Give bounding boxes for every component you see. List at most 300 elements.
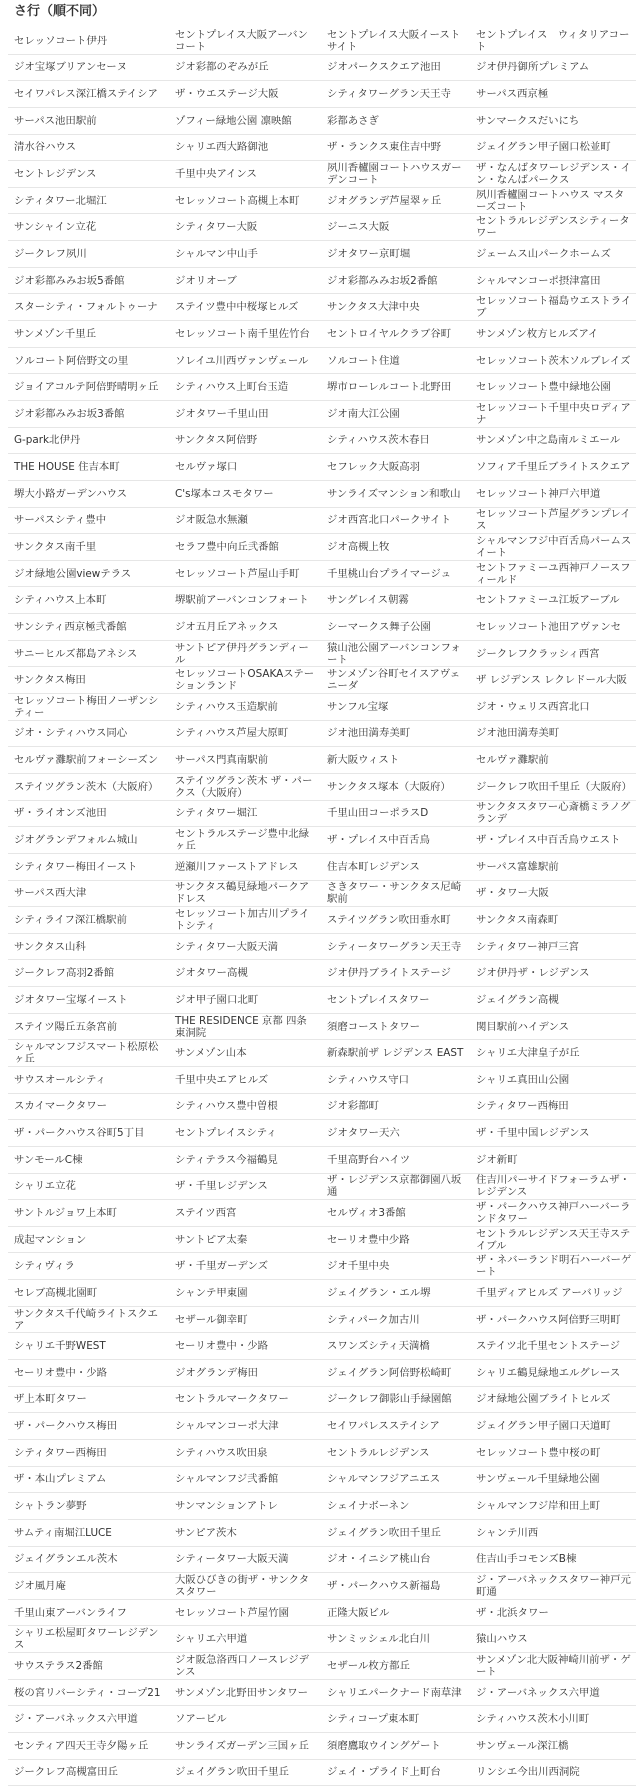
property-name-cell: セイワパレス深江橋ステイシア bbox=[14, 88, 158, 101]
table-row bbox=[8, 987, 636, 1014]
property-name-cell: 千里山田コーポラスD bbox=[327, 807, 429, 820]
property-name-cell: シティパーク加古川 bbox=[327, 1313, 420, 1326]
property-name-cell: 千里高野台ハイツ bbox=[327, 1153, 411, 1166]
property-name-cell: シティハウス守口 bbox=[327, 1073, 409, 1086]
table-row bbox=[8, 1227, 636, 1254]
table-row bbox=[8, 1253, 636, 1280]
table-row bbox=[8, 721, 636, 748]
property-name-cell: ジオ・シティハウス同心 bbox=[14, 727, 128, 740]
property-name-cell: ジオタワー千里山田 bbox=[175, 407, 269, 420]
property-name-cell: ジオグランデフォルム城山 bbox=[14, 834, 138, 847]
property-name-cell: サーパスシティ豊中 bbox=[14, 514, 107, 527]
property-name-cell: ジーニス大阪 bbox=[327, 221, 390, 234]
property-name-cell: 堺市ローレルコート北野田 bbox=[327, 381, 452, 394]
table-row bbox=[8, 1520, 636, 1547]
property-name-cell: ジオ池田満寿美町 bbox=[327, 727, 411, 740]
property-name-cell: サンクタス鶴見緑地パークアドレス bbox=[175, 881, 310, 906]
property-name-cell: サンライズマンション和歌山 bbox=[327, 487, 461, 500]
property-name-cell: ジェイグラン・エル堺 bbox=[327, 1286, 431, 1299]
property-name-cell: サンクタス南千里 bbox=[14, 540, 97, 553]
property-name-cell: セルヴィオ3番館 bbox=[327, 1207, 406, 1219]
property-name-cell: ジオ・ウェリス西宮北口 bbox=[476, 700, 590, 713]
property-name-cell: シティハウス芦屋大原町 bbox=[175, 727, 289, 740]
property-name-cell: サンメゾン枚方ヒルズアイ bbox=[476, 327, 599, 340]
table-row bbox=[8, 214, 636, 241]
property-name-cell: サントルジョワ上本町 bbox=[14, 1207, 117, 1219]
table-row bbox=[8, 294, 636, 321]
property-name-cell: 千里桃山台プライマージュ bbox=[327, 567, 451, 580]
property-name-cell: ジオ彩都みみお坂5番館 bbox=[14, 274, 125, 287]
property-name-cell: ザ・ネバーランド明石ハーバーゲート bbox=[476, 1254, 632, 1279]
table-row bbox=[8, 1280, 636, 1307]
property-name-cell: セントプレイス大阪イーストサイト bbox=[327, 28, 461, 53]
property-name-cell: ジークレフ吹田千里丘（大阪府） bbox=[476, 780, 632, 793]
property-name-cell: サンマークスだいにち bbox=[476, 114, 580, 127]
property-name-cell: ジオグランデ芦屋翠ヶ丘 bbox=[327, 194, 442, 207]
property-name-cell: ジ・アーバネックスタワー神戸元町通 bbox=[476, 1573, 631, 1598]
property-name-cell: シティータワーグラン天王寺 bbox=[327, 940, 462, 953]
property-name-cell: ジオ甲子園口北町 bbox=[175, 993, 259, 1006]
property-name-cell: 住吉山手コモンズB棟 bbox=[476, 1553, 577, 1566]
table-row bbox=[8, 694, 636, 721]
property-name-cell: ザ・プレイス中百舌鳥 bbox=[327, 834, 430, 847]
table-row bbox=[8, 55, 636, 82]
property-name-cell: セレッソコート高槻上本町 bbox=[175, 194, 300, 207]
section-heading: さ行（順不同） bbox=[14, 4, 106, 19]
property-name-cell: セレッソコート茨木ソルブレイズ bbox=[476, 354, 631, 367]
property-name-cell: セントラルレジデンス天王寺ステイブル bbox=[476, 1227, 631, 1252]
property-name-cell: セーリオ豊中・少路 bbox=[175, 1340, 268, 1353]
property-name-cell: サーパス西大津 bbox=[14, 887, 87, 900]
property-name-cell: セレッソコート梅田ノーザンシティー bbox=[14, 694, 159, 719]
property-name-cell: 堺大小路ガーデンハウス bbox=[14, 487, 128, 500]
property-name-cell: サンヴェール千里緑地公園 bbox=[476, 1473, 600, 1486]
property-name-cell: サーパス池田駅前 bbox=[14, 114, 97, 127]
property-name-cell: セントプレイス ウィタリアコート bbox=[476, 28, 630, 53]
property-name-cell: シャルマンフジスマート松原松ヶ丘 bbox=[14, 1041, 159, 1066]
property-name-cell: ジオ千里中央 bbox=[327, 1260, 390, 1273]
table-row bbox=[8, 1413, 636, 1440]
property-name-cell: セルヴァ灘駅前 bbox=[476, 754, 549, 767]
property-name-cell: サンクタスタワー心斎橋ミラノグランデ bbox=[476, 801, 631, 826]
property-name-cell: ジェイグランエル茨木 bbox=[14, 1553, 118, 1566]
table-row bbox=[8, 81, 636, 108]
property-name-cell: セレッソコート豊中桜の町 bbox=[476, 1446, 601, 1459]
property-name-cell: サーパス富雄駅前 bbox=[476, 860, 559, 873]
property-name-cell: 千里山東アーバンライフ bbox=[14, 1606, 127, 1619]
property-name-cell: ジオリオーブ bbox=[175, 274, 237, 287]
property-name-cell: サーパス門真南駅前 bbox=[175, 754, 268, 767]
property-name-cell: シャリエ真田山公園 bbox=[476, 1073, 570, 1086]
property-name-cell: セントプレイスシティ bbox=[175, 1127, 277, 1140]
property-name-cell: ザ・レジデンス京都御園八坂通 bbox=[327, 1174, 462, 1199]
property-name-cell: ジークレフクラッシィ西宮 bbox=[476, 647, 600, 660]
property-name-cell: セーリオ豊中・少路 bbox=[14, 1366, 107, 1379]
property-name-cell: シーマークス舞子公園 bbox=[327, 620, 431, 633]
property-name-cell: ザ・千里レジデンス bbox=[175, 1180, 268, 1193]
property-name-cell: サンクタス千代崎ライトスクエア bbox=[14, 1307, 158, 1332]
property-name-cell: スターシティ・フォルトゥーナ bbox=[14, 301, 158, 314]
property-name-cell: セントラルマークタワー bbox=[175, 1393, 289, 1406]
property-name-cell: シャリエ松屋町タワーレジデンス bbox=[14, 1627, 159, 1652]
property-name-cell: ジオ・イニシア桃山台 bbox=[327, 1553, 431, 1566]
property-name-cell: シャルマン中山手 bbox=[175, 247, 258, 260]
property-name-cell: シャリエ鶴見緑地エルグレース bbox=[476, 1366, 621, 1379]
property-name-cell: 大阪ひびきの街ザ・サンクタスタワー bbox=[175, 1573, 310, 1598]
property-name-cell: ジ・アーバネックス六甲道 bbox=[476, 1686, 600, 1699]
table-row bbox=[8, 28, 636, 55]
property-name-cell: ゾフィー緑地公園 凛映館 bbox=[175, 114, 292, 127]
property-name-cell: セントプレイスタワー bbox=[327, 993, 430, 1006]
property-name-cell: シティタワー北堀江 bbox=[14, 194, 107, 207]
property-name-cell: サンライズガーデン三国ヶ丘 bbox=[175, 1739, 309, 1752]
property-name-cell: ザ・パークハウス梅田 bbox=[14, 1420, 117, 1433]
property-name-cell: 逆瀬川ファーストアドレス bbox=[175, 860, 299, 873]
table-row bbox=[8, 1333, 636, 1360]
property-name-cell: ジオ彩都のぞみが丘 bbox=[175, 61, 269, 74]
property-name-cell: サンヴェール深江橋 bbox=[476, 1739, 569, 1752]
property-name-cell: ジェイグラン高槻 bbox=[476, 993, 559, 1006]
property-name-cell: ソアービル bbox=[175, 1713, 227, 1726]
property-name-cell: ザ・パークハウス神戸ハーバーランドタワー bbox=[476, 1201, 631, 1225]
property-name-cell: サンメゾン北野田サンタワー bbox=[175, 1686, 308, 1699]
property-name-cell: ザ・北浜タワー bbox=[476, 1606, 549, 1619]
property-name-cell: サンメゾン千里丘 bbox=[14, 327, 96, 340]
table-row bbox=[8, 1440, 636, 1467]
table-row bbox=[8, 1174, 636, 1201]
property-name-cell: セーリオ豊中少路 bbox=[327, 1233, 410, 1246]
property-name-cell: ソフィア千里丘ブライトスクエア bbox=[476, 461, 631, 474]
property-name-cell: セラフ豊中向丘弐番館 bbox=[175, 540, 279, 553]
property-name-cell: ジークレフ高羽2番館 bbox=[14, 967, 115, 980]
property-name-cell: セントファミーユ江坂アーブル bbox=[476, 594, 620, 607]
property-name-cell: シャンテ甲東園 bbox=[175, 1286, 248, 1299]
property-name-cell: ザ・千里ガーデンズ bbox=[175, 1260, 268, 1273]
table-row bbox=[8, 934, 636, 961]
property-name-cell: ジオ彩都みみお坂2番館 bbox=[327, 274, 438, 287]
table-row bbox=[8, 188, 636, 215]
property-name-cell: シティライフ深江橋駅前 bbox=[14, 913, 127, 926]
table-row bbox=[8, 348, 636, 375]
property-name-cell: 須磨鷹取ウイングゲート bbox=[327, 1739, 441, 1752]
property-name-cell: セレッソコート伊丹 bbox=[14, 34, 108, 47]
table-row bbox=[8, 1600, 636, 1627]
table-row bbox=[8, 1200, 636, 1227]
property-name-cell: セレッソコート芦屋山手町 bbox=[175, 567, 300, 580]
property-name-cell: ジオグランデ梅田 bbox=[175, 1366, 258, 1379]
property-name-cell: シャリエパークナード南草津 bbox=[327, 1686, 462, 1699]
property-name-cell: ジオ南大江公園 bbox=[327, 407, 400, 420]
property-name-cell: ジェイ・プライド上町台 bbox=[327, 1766, 441, 1779]
property-name-cell: セレッソコート神戸六甲道 bbox=[476, 487, 601, 500]
property-name-cell: シャリエ立花 bbox=[14, 1180, 76, 1193]
property-name-cell: シャリエ大津皇子が丘 bbox=[476, 1047, 580, 1060]
property-name-cell: ソルコート住道 bbox=[327, 354, 400, 367]
property-name-cell: シェイナボーネン bbox=[327, 1500, 410, 1513]
property-name-cell: ステイツグラン茨木 ザ・パークス（大阪府） bbox=[175, 774, 313, 799]
property-name-cell: ジオ五月丘アネックス bbox=[175, 620, 279, 633]
table-row bbox=[8, 1547, 636, 1574]
table-row bbox=[8, 1360, 636, 1387]
property-name-cell: スワンズシティ天満橋 bbox=[327, 1340, 430, 1353]
property-name-cell: シティヴィラ bbox=[14, 1260, 75, 1273]
property-name-cell: セントラルレジデンスシティータワー bbox=[476, 215, 630, 240]
table-row bbox=[8, 801, 636, 828]
property-name-cell: サンクタス山科 bbox=[14, 940, 86, 953]
property-name-cell: ザ・千里中国レジデンス bbox=[476, 1127, 590, 1140]
table-row bbox=[8, 135, 636, 162]
property-name-cell: 住吉本町レジデンス bbox=[327, 860, 420, 873]
property-name-cell: セレッソコート池田アヴァンセ bbox=[476, 620, 622, 633]
property-name-cell: ジークレフ夙川 bbox=[14, 247, 87, 260]
property-name-cell: ジークレフ御影山手緑園館 bbox=[327, 1393, 452, 1406]
property-name-cell: シャリエ西大路御池 bbox=[175, 141, 269, 154]
table-row bbox=[8, 401, 636, 428]
table-row bbox=[8, 641, 636, 668]
property-name-cell: セルヴァ塚口 bbox=[175, 461, 238, 474]
property-name-cell: シティタワー堀江 bbox=[175, 807, 258, 820]
property-name-cell: シティハウス茨木春日 bbox=[327, 434, 430, 447]
property-name-cell: THE HOUSE 住吉本町 bbox=[14, 461, 120, 474]
property-name-cell: ステイツ北千里セントステージ bbox=[476, 1340, 621, 1353]
property-name-cell: セザール枚方都丘 bbox=[327, 1659, 410, 1672]
table-row bbox=[8, 1573, 636, 1600]
property-name-cell: 猿山ハウス bbox=[476, 1633, 528, 1646]
property-name-cell: サウステラス2番館 bbox=[14, 1659, 103, 1672]
table-row bbox=[8, 161, 636, 188]
property-name-cell: 成起マンション bbox=[14, 1233, 87, 1246]
property-name-cell: ジオ新町 bbox=[476, 1153, 518, 1166]
table-row bbox=[8, 508, 636, 535]
table-row bbox=[8, 1067, 636, 1094]
property-name-cell: セレッソコート芦屋竹園 bbox=[175, 1606, 289, 1619]
property-name-cell: ジオ阪急水無瀬 bbox=[175, 514, 248, 527]
property-name-cell: ザ・パークハウス谷町5丁目 bbox=[14, 1127, 145, 1140]
table-row bbox=[8, 854, 636, 881]
property-name-cell: ジェイグラン甲子園口天道町 bbox=[476, 1420, 611, 1433]
property-name-cell: シティハウス吹田泉 bbox=[175, 1446, 268, 1459]
table-row bbox=[8, 1706, 636, 1733]
property-name-cell: セレッソコート千里中央ロディアナ bbox=[476, 401, 631, 426]
property-name-cell: ジオ緑地公園ブライトヒルズ bbox=[476, 1393, 611, 1406]
property-name-cell: ジェイグラン吹田千里丘 bbox=[175, 1766, 289, 1779]
property-name-cell: 須磨コーストタワー bbox=[327, 1020, 420, 1033]
property-name-cell: ジオ伊丹ブライトステージ bbox=[327, 967, 451, 980]
table-row bbox=[8, 1626, 636, 1653]
property-name-cell: ジオ伊丹御所プレミアム bbox=[476, 61, 590, 74]
property-name-cell: セザール御幸町 bbox=[175, 1313, 248, 1326]
property-name-cell: 新大阪ウィスト bbox=[327, 754, 400, 767]
property-name-cell: セントラルレジデンス bbox=[327, 1446, 430, 1459]
property-name-cell: ジョイアコルテ阿倍野晴明ヶ丘 bbox=[14, 381, 159, 394]
property-name-cell: シャルマンフジアニエス bbox=[327, 1473, 441, 1486]
property-name-cell: サンメゾン谷町セイスアヴェニーダ bbox=[327, 668, 461, 693]
table-row bbox=[8, 268, 636, 295]
property-name-cell: ソルコート阿倍野文の里 bbox=[14, 354, 129, 367]
property-name-cell: ザ・プレイス中百舌鳥ウエスト bbox=[476, 834, 621, 847]
property-name-cell: 千里中央アインス bbox=[175, 168, 257, 181]
property-name-cell: シティタワー大阪 bbox=[175, 221, 258, 234]
property-name-cell: ザ・パークハウス阿倍野三明町 bbox=[476, 1313, 621, 1326]
property-name-cell: 千里ディアヒルズ アーバリッジ bbox=[476, 1286, 623, 1299]
property-name-cell: シティータワー大阪天満 bbox=[175, 1553, 289, 1566]
property-name-cell: ザ・なんばタワーレジデンス・イン・なんばパークス bbox=[476, 162, 631, 187]
property-name-cell: ザ・ランクス東住吉中野 bbox=[327, 141, 441, 154]
table-row bbox=[8, 1040, 636, 1067]
property-name-cell: セルヴァ灘駅前フォーシーズン bbox=[14, 754, 159, 767]
property-name-cell: シャルマンフジ中百舌鳥パームスイート bbox=[476, 534, 632, 559]
property-name-cell: ステイツグラン吹田垂水町 bbox=[327, 913, 451, 926]
table-row bbox=[8, 1467, 636, 1494]
property-name-cell: ザ上本町タワー bbox=[14, 1393, 87, 1406]
property-name-cell: ステイツ西宮 bbox=[175, 1207, 237, 1219]
table-row bbox=[8, 428, 636, 455]
table-row bbox=[8, 241, 636, 268]
property-name-cell: シティハウス茨木小川町 bbox=[476, 1713, 590, 1726]
property-name-cell: ジオ彩都町 bbox=[327, 1100, 379, 1113]
table-row bbox=[8, 587, 636, 614]
property-name-cell: シャンテ川西 bbox=[476, 1526, 539, 1539]
table-row bbox=[8, 667, 636, 694]
table-row bbox=[8, 747, 636, 774]
property-name-cell: セレッソコート加古川プライトシティ bbox=[175, 907, 310, 932]
property-name-cell: サンメゾン山本 bbox=[175, 1047, 247, 1060]
property-name-cell: 猿山池公園アーバンコンフォート bbox=[327, 641, 461, 666]
property-name-cell: セントプレイス大阪アーバンコート bbox=[175, 28, 308, 53]
property-name-cell: サンメゾン中之島南ルミエール bbox=[476, 434, 621, 447]
property-name-cell: シティタワー西梅田 bbox=[476, 1100, 569, 1113]
property-name-cell: センティア四天王寺夕陽ヶ丘 bbox=[14, 1739, 149, 1752]
property-name-cell: さきタワー・サンクタス尼崎駅前 bbox=[327, 881, 462, 906]
property-name-cell: ジオタワー京町堀 bbox=[327, 247, 411, 260]
table-row bbox=[8, 534, 636, 561]
property-name-cell: ザ・タワー大阪 bbox=[476, 887, 549, 900]
property-name-cell: リンシエ今出川西洞院 bbox=[476, 1766, 580, 1779]
property-name-cell: ジェイグラン阿倍野松崎町 bbox=[327, 1366, 452, 1379]
property-name-cell: サウスオールシティ bbox=[14, 1073, 106, 1086]
property-name-cell: セレッソコート福島ウエストライブ bbox=[476, 295, 632, 320]
property-name-cell: ステイツ豊中中桜塚ヒルズ bbox=[175, 301, 299, 314]
property-name-cell: 千里中央エアヒルズ bbox=[175, 1073, 269, 1086]
property-name-cell: ジオタワー高槻 bbox=[175, 967, 248, 980]
property-name-cell: 夙川香櫨園コートハウス マスターズコート bbox=[476, 188, 625, 213]
table-row bbox=[8, 1733, 636, 1760]
property-name-cell: ジェイグラン甲子園口松並町 bbox=[476, 141, 611, 154]
property-name-cell: サムティ南堀江LUCE bbox=[14, 1526, 112, 1539]
table-row bbox=[8, 960, 636, 987]
table-row bbox=[8, 1387, 636, 1414]
property-name-cell: サンシティ西京極弐番館 bbox=[14, 620, 127, 633]
property-name-cell: シャルマンコーポ摂津富田 bbox=[476, 274, 601, 287]
property-name-cell: セフレック大阪高羽 bbox=[327, 461, 420, 474]
property-name-cell: ジークレフ高槻富田丘 bbox=[14, 1766, 118, 1779]
property-name-cell: ジオ伊丹ザ・レジデンス bbox=[476, 967, 590, 980]
property-name-cell: サーパス西京極 bbox=[476, 88, 549, 101]
property-name-cell: ジオパークスクエア池田 bbox=[327, 61, 441, 74]
property-name-cell: シティタワーグラン天王寺 bbox=[327, 88, 451, 101]
property-name-cell: ザ・本山プレミアム bbox=[14, 1473, 107, 1486]
property-name-cell: ジオ宝塚ブリアンセーヌ bbox=[14, 61, 128, 74]
property-name-cell: 夙川香櫨園コートハウスガーデンコート bbox=[327, 162, 462, 187]
table-row bbox=[8, 321, 636, 348]
property-name-cell: シティコープ東本町 bbox=[327, 1713, 420, 1726]
property-name-cell: シャリエ千野WEST bbox=[14, 1340, 106, 1353]
table-row bbox=[8, 1094, 636, 1121]
property-name-cell: セレッソコート南千里佐竹台 bbox=[175, 327, 310, 340]
property-name-cell: ジオタワー宝塚イースト bbox=[14, 993, 128, 1006]
property-name-cell: 新森駅前ザ レジデンス EAST bbox=[327, 1047, 464, 1060]
property-name-cell: サングレイス朝霧 bbox=[327, 594, 409, 607]
table-row bbox=[8, 1147, 636, 1174]
property-name-cell: シティタワー梅田イースト bbox=[14, 860, 138, 873]
property-name-cell: シティハウス上町台玉造 bbox=[175, 381, 289, 394]
property-name-cell: ソレイユ川西ヴァンヴェール bbox=[175, 354, 309, 367]
property-name-cell: サンシャイン立花 bbox=[14, 221, 97, 234]
table-row bbox=[8, 454, 636, 481]
property-name-cell: ザ・パークハウス新福島 bbox=[327, 1579, 441, 1592]
property-name-cell: セントロイヤルクラブ谷町 bbox=[327, 327, 452, 340]
property-name-cell: 彩都あさぎ bbox=[327, 114, 379, 127]
property-name-cell: サンミッシェル北白川 bbox=[327, 1633, 430, 1646]
table-row bbox=[8, 1760, 636, 1787]
property-name-cell: ステイツ陽丘五条宮前 bbox=[14, 1020, 117, 1033]
property-name-cell: ジェームス山パークホームズ bbox=[476, 247, 611, 260]
table-row bbox=[8, 1493, 636, 1520]
property-name-cell: 桜の宮リバーシティ・コープ21 bbox=[14, 1686, 161, 1699]
property-name-cell: サンクタス大津中央 bbox=[327, 301, 420, 314]
property-name-cell: サンフル宝塚 bbox=[327, 700, 389, 713]
table-row bbox=[8, 827, 636, 854]
property-name-cell: ジ・アーバネックス六甲道 bbox=[14, 1713, 138, 1726]
property-name-cell: セレッソコート豊中緑地公園 bbox=[476, 381, 611, 394]
property-name-cell: ジオ彩都みみお坂3番館 bbox=[14, 407, 125, 420]
property-name-cell: サンクタス塚本（大阪府） bbox=[327, 780, 451, 793]
property-name-cell: ジオ西宮北口パークサイト bbox=[327, 514, 451, 527]
property-name-cell: ザ・ライオンズ池田 bbox=[14, 807, 107, 820]
property-name-cell: サントピア伊丹グランディール bbox=[175, 641, 309, 666]
property-name-cell: シャルマンフジ弐番館 bbox=[175, 1473, 279, 1486]
property-name-cell: ステイツグラン茨木（大阪府） bbox=[14, 780, 159, 793]
property-name-cell: C's塚本コスモタワー bbox=[175, 487, 274, 500]
property-name-cell: 住吉川パーサイドフォーラムザ・レジデンス bbox=[476, 1174, 630, 1199]
property-name-cell: サンクタス南森町 bbox=[476, 913, 559, 926]
property-name-cell: シティタワー西梅田 bbox=[14, 1446, 107, 1459]
property-name-cell: スカイマークタワー bbox=[14, 1100, 107, 1113]
property-name-cell: シャトラン夢野 bbox=[14, 1500, 87, 1513]
property-name-cell: シティテラス今福鶴見 bbox=[175, 1153, 278, 1166]
property-name-cell: 関目駅前ハイデンス bbox=[476, 1020, 569, 1033]
property-name-cell: シティハウス上本町 bbox=[14, 594, 107, 607]
property-name-cell: ジオタワー天六 bbox=[327, 1127, 400, 1140]
property-name-cell: ジオ高槻上牧 bbox=[327, 540, 390, 553]
table-row bbox=[8, 774, 636, 801]
property-name-cell: サンメゾン北大阪神崎川前ザ・ゲート bbox=[476, 1653, 631, 1678]
table-row bbox=[8, 614, 636, 641]
table-row bbox=[8, 1014, 636, 1041]
property-name-cell: ジェイグラン吹田千里丘 bbox=[327, 1526, 441, 1539]
property-name-cell: 正隆大阪ビル bbox=[327, 1606, 390, 1619]
property-name-cell: シティタワー神戸三宮 bbox=[476, 940, 580, 953]
table-row bbox=[8, 108, 636, 135]
property-name-cell: サンクタス阿倍野 bbox=[175, 434, 258, 447]
property-name-cell: ジオ緑地公園viewテラス bbox=[14, 567, 132, 580]
table-row bbox=[8, 1680, 636, 1707]
property-name-cell: THE RESIDENCE 京都 四条東洞院 bbox=[175, 1014, 307, 1039]
property-name-cell: ジオ池田満寿美町 bbox=[476, 727, 560, 740]
table-row bbox=[8, 1653, 636, 1680]
property-name-cell: シティタワー大阪天満 bbox=[175, 940, 279, 953]
property-name-cell: セレッソコート芦屋グランプレイス bbox=[476, 508, 631, 533]
